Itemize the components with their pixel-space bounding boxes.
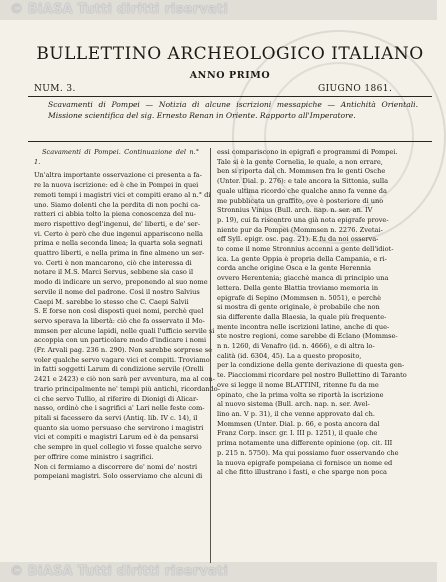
text-line: vo. Certi è non mancarono, ciò che interessa di (34, 258, 192, 267)
text-line: Un'altra importante osservazione ci presenta a fa- (34, 171, 202, 180)
text-line: notare il M.S. Marci Servus, sebbene sia caso il (34, 268, 194, 277)
text-line: quattro liberti, e nella prima in fine almeno un ser- (34, 249, 205, 258)
text-line: p. 19), cui fa riscontro una già nota epigrafe prove- (217, 215, 389, 224)
text-line: p. 215 n. 5750). Ma qui possiamo fuor osservando che (217, 448, 399, 457)
text-line: ci che servo Tullio, al riferire di Dionigi di Alicar- (34, 394, 199, 403)
text-line: Non ci fermiamo a discorrere de' nomi de' nostri (34, 462, 198, 471)
text-line: quale ultima ricordo che qualche anno fa venne da (217, 186, 387, 195)
text-line: accoppia con un particolare modo d'indicare i nomi (34, 336, 207, 345)
text-line: modo di indicare un servo, preponendo al suo nome (34, 278, 208, 287)
text-line: Stronnius Vinius (Bull. arch. nap. n. ser. an. IV (217, 206, 373, 215)
text-line: al che fitto illustrano i fasti, e che sparge non poca (217, 468, 387, 477)
text-line: quanto sia uomo persuaso che servirono i magistri (34, 423, 204, 432)
summary-rule (28, 141, 432, 142)
text-line: corda anche origine Osca e la gente Herennia (217, 264, 371, 273)
text-line: vici et compiti e magistri Larum ed è da pensarsi (34, 433, 199, 442)
contents-summary: Scavamenti di Pompei — Notizia di alcune iscrizioni messapiche — Antichità Orientali. Missione scientifica del sig. Ernesto Renan in Oriente. Rapporto all'Imperatore. (48, 100, 418, 120)
text-line: Caepi M. sarebbe lo stesso che C. Caepi Salvii (34, 297, 189, 306)
issue-number: NUM. 3. (34, 84, 76, 94)
left-column-text (34, 171, 220, 482)
text-line: nasso, ordinò che i sagrifici a' Lari nelle feste com- (34, 404, 205, 413)
text-line: per la condizione della gente derivazione di questa gen- (217, 361, 405, 370)
text-line: Mommsen (Unter. Dial. p. 66, e posta ancora dal (217, 419, 380, 428)
right-column (217, 148, 407, 568)
text-line: ratteri ci abbia tolto la piena conoscenza del nu- (34, 210, 196, 219)
text-line: mente incontra nelle iscrizioni latine, anche di que- (217, 322, 390, 331)
text-line: calità (id. 6304, 45). La a questo proposito, (217, 351, 362, 360)
text-line: remoti tempi i magistri vici et compiti erano al n.° di (34, 190, 211, 199)
text-line: per offrire come ministro i sagrifici. (34, 452, 154, 461)
text-line: pitali si facessero da servi (Antiq. lib. IV c. 14), il (34, 413, 198, 422)
right-column-text (217, 148, 407, 478)
document-page (28, 20, 432, 562)
column-divider (210, 148, 211, 563)
text-line: ica. La gente Oppia è propria della Campania, e ri- (217, 254, 387, 263)
text-line: ove si legge il nome BLATTINI, ritenne fu da me (217, 380, 379, 389)
text-line: (Fr. Arvali pag. 236 n. 290). Non sarebbe sorprese se (34, 346, 213, 355)
text-line: lettera. Della gente Blattia troviamo memoria in (217, 283, 379, 292)
text-line: prima e nella seconda linea; la quarta sola segnati (34, 239, 203, 248)
text-line: uno. Siamo dolenti che la perdita di non pochi ca- (34, 200, 201, 209)
text-line: n n. 1260, di Venafro (id. n. 4666), e di altra lo- (217, 342, 375, 351)
text-line: la nuova epigrafe pompeiana ci fornisce un nome ed (217, 458, 393, 467)
journal-title: BULLETTINO ARCHEOLOGICO ITALIANO (36, 44, 424, 64)
text-line: ovvero Herentenia; giacchè manca di principio una (217, 274, 389, 283)
text-line: voler qualche servo vagare vici et compiti. Troviamo (34, 355, 210, 364)
text-line: (Unter. Dial. p. 276): e tale ancora la Sittonia, sulla (217, 177, 389, 186)
text-line: 2421 e 2423) e ciò non sarà per avventura, ma al con- (34, 375, 215, 384)
text-line: prima notamente una differente opinione (op. cit. III (217, 439, 393, 448)
text-line: sia differente dalla Blaesia, la quale più frequente- (217, 312, 387, 321)
text-line: pompeiani magistri. Solo osserviamo che alcuni di (34, 472, 203, 481)
text-line: mero rispettivo degl'ingenui, de' liberti, e de' ser- (34, 219, 201, 228)
text-line: servile il nome del padrone. Così il nostro Salvius (34, 287, 200, 296)
text-line: essi compariscono in epigrafi e programmi di Pompei. (217, 148, 398, 156)
text-line: to come il nome Stronnius accenni a gente dell'idiot- (217, 245, 394, 254)
text-line: vi. Certo è però che due ingenui appariscono nella (34, 229, 203, 238)
text-line: ben si riporta dal ch. Mommsen fra le genti Osche (217, 167, 386, 176)
text-line: trario principalmente ne' tempi più antichi, ricordando- (34, 384, 220, 393)
year-label: ANNO PRIMO (189, 70, 271, 81)
text-line: mmsen per alcune lapidi, nelle quali l'ufficio servile si (34, 326, 215, 335)
text-line: S. E forse non così disposti quei nomi, perchè quel (34, 307, 204, 316)
watermark-top: © BiASA Tutti diritti riservati (0, 0, 437, 20)
text-line: epigrafe di Sepino (Mommsen n. 5051), e perchè (217, 293, 381, 302)
article-heading: Scavamenti di Pompei. Continuazione del n.° 1. (34, 148, 199, 166)
text-line: lino an. V p. 31), il che venne approvato dal ch. (217, 409, 375, 418)
text-line: niente pur da Pompei (Mommsen n. 2276. Zvetai- (217, 225, 383, 234)
text-line: che sempre in quel collegio vi fosse qualche servo (34, 443, 202, 452)
watermark-bottom: © BiASA Tutti diritti riservati (0, 562, 437, 582)
issue-date: GIUGNO 1861. (318, 84, 393, 94)
text-line: eff Syll. epigr. osc. pag. 21). E fu da noi osserva- (217, 235, 379, 244)
text-line: Tale si è la gente Cornelia, le quale, a non errare, (217, 157, 383, 166)
text-line: me pubblicata un graffito, ove è posteriore di uno (217, 196, 384, 205)
text-line: opinato, che la prima volta se riportà la iscrizione (217, 390, 384, 399)
left-column (34, 148, 220, 568)
text-line: ste nostre regioni, come sarebbe di Eclano (Mommse- (217, 332, 398, 341)
text-line: al nuovo sistema (Bull. arch. nap. n. ser. Avel- (217, 400, 370, 409)
text-line: Franz Corp. inscr. gr. I. III p. 1251), il quale che (217, 429, 378, 438)
header-rule (28, 96, 432, 97)
text-line: te. Piacciommi ricordare pel nostro Bullettino di Taranto (217, 371, 407, 380)
text-line: servo sperava la libertà: ciò che fa osservato il Mo- (34, 316, 205, 325)
text-line: in fatti soggetti Larum di condizione servile (Orelli (34, 365, 204, 374)
text-line: si mostra di gente originale, è probabile che non (217, 303, 380, 312)
text-line: re la nuova iscrizione: ed è che in Pompei in quei (34, 181, 199, 190)
